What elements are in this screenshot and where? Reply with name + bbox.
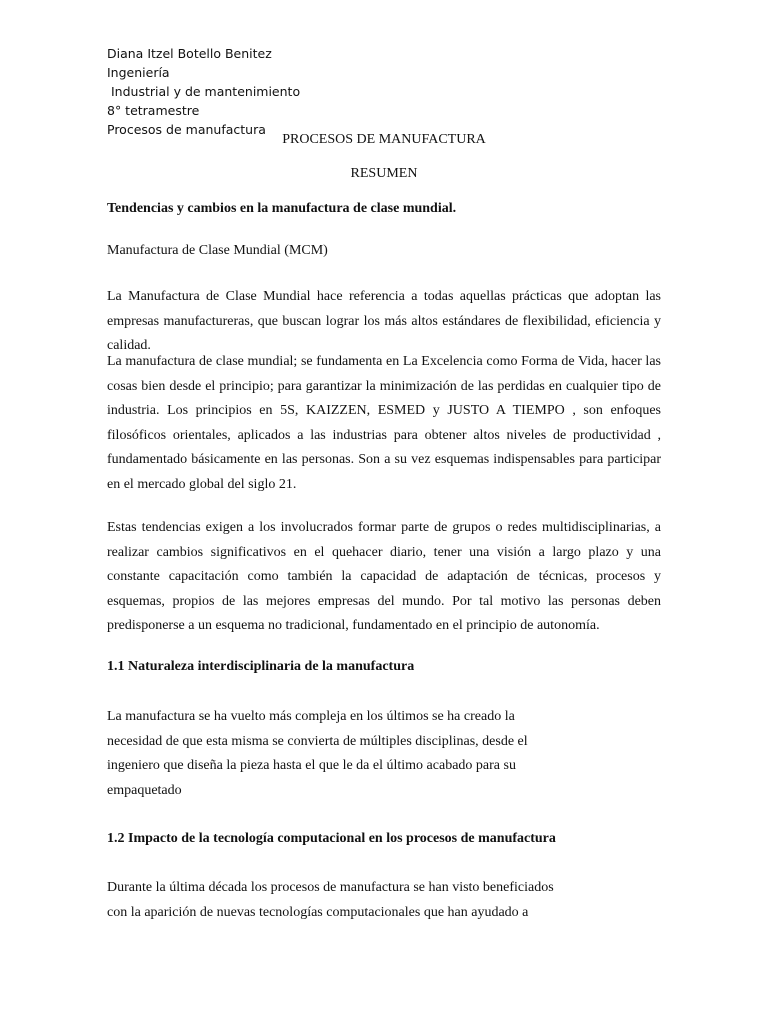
course-name: Procesos de manufactura bbox=[107, 122, 266, 137]
document-subtitle: RESUMEN bbox=[350, 166, 418, 181]
section-1-2-body bbox=[107, 876, 661, 925]
main-heading: Tendencias y cambios en la manufactura de clase mundial. bbox=[107, 201, 457, 216]
body-line: La manufactura se ha vuelto más compleja en los últimos se ha creado la bbox=[107, 709, 515, 724]
author-name: Diana Itzel Botello Benitez bbox=[107, 46, 272, 61]
section-1-1-body bbox=[107, 705, 661, 803]
section-1-1-heading: 1.1 Naturaleza interdisciplinaria de la manufactura bbox=[107, 659, 415, 674]
body-line: ingeniero que diseña la pieza hasta el que le da el último acabado para su bbox=[107, 758, 516, 773]
body-line: necesidad de que esta misma se convierta de múltiples disciplinas, desde el bbox=[107, 733, 528, 749]
paragraph-trends: Estas tendencias exigen a los involucrados formar parte de grupos o redes multidisciplinarias, a realizar cambios significativos en el quehacer diario, tener una visión a largo plazo y una constante capacitación como también la capacidad de adaptación de técnicas, procesos y esquemas, propios de las mejores empresas del mundo. Por tal motivo las personas deben predisponerse a un esquema no tradicional, fundamentado en el principio de autonomía. bbox=[107, 520, 661, 633]
paragraph-foundation: La manufactura de clase mundial; se fundamenta en La Excelencia como Forma de Vida, hacer las cosas bien desde el principio; para garantizar la minimización de las perdidas en cualquier tipo de industria. Los principios en 5S, KAIZZEN, ESMED y JUSTO A TIEMPO , son enfoques filosóficos orientales, aplicados a las industrias para obtener altos niveles de productividad , fundamentado básicamente en las personas. Son a su vez esquemas indispensables para participar en el mercado global del siglo 21. bbox=[107, 354, 661, 492]
author-header bbox=[107, 44, 300, 139]
mcm-label: Manufactura de Clase Mundial (MCM) bbox=[107, 243, 328, 258]
section-1-2-heading: 1.2 Impacto de la tecnología computacional en los procesos de manufactura bbox=[107, 831, 556, 846]
specialty: Industrial y de mantenimiento bbox=[107, 84, 301, 99]
term: 8° tetramestre bbox=[107, 103, 200, 118]
field-of-study: Ingeniería bbox=[107, 65, 170, 80]
paragraph-definition: La Manufactura de Clase Mundial hace referencia a todas aquellas prácticas que adoptan las empresas manufactureras, que buscan lograr los más altos estándares de flexibilidad, eficiencia y calidad. bbox=[107, 289, 661, 353]
body-line: empaquetado bbox=[107, 782, 182, 798]
body-line: Durante la última década los procesos de manufactura se han visto beneficiados bbox=[107, 880, 554, 895]
body-line: con la aparición de nuevas tecnologías computacionales que han ayudado a bbox=[107, 904, 529, 920]
document-title: PROCESOS DE MANUFACTURA bbox=[282, 132, 486, 147]
